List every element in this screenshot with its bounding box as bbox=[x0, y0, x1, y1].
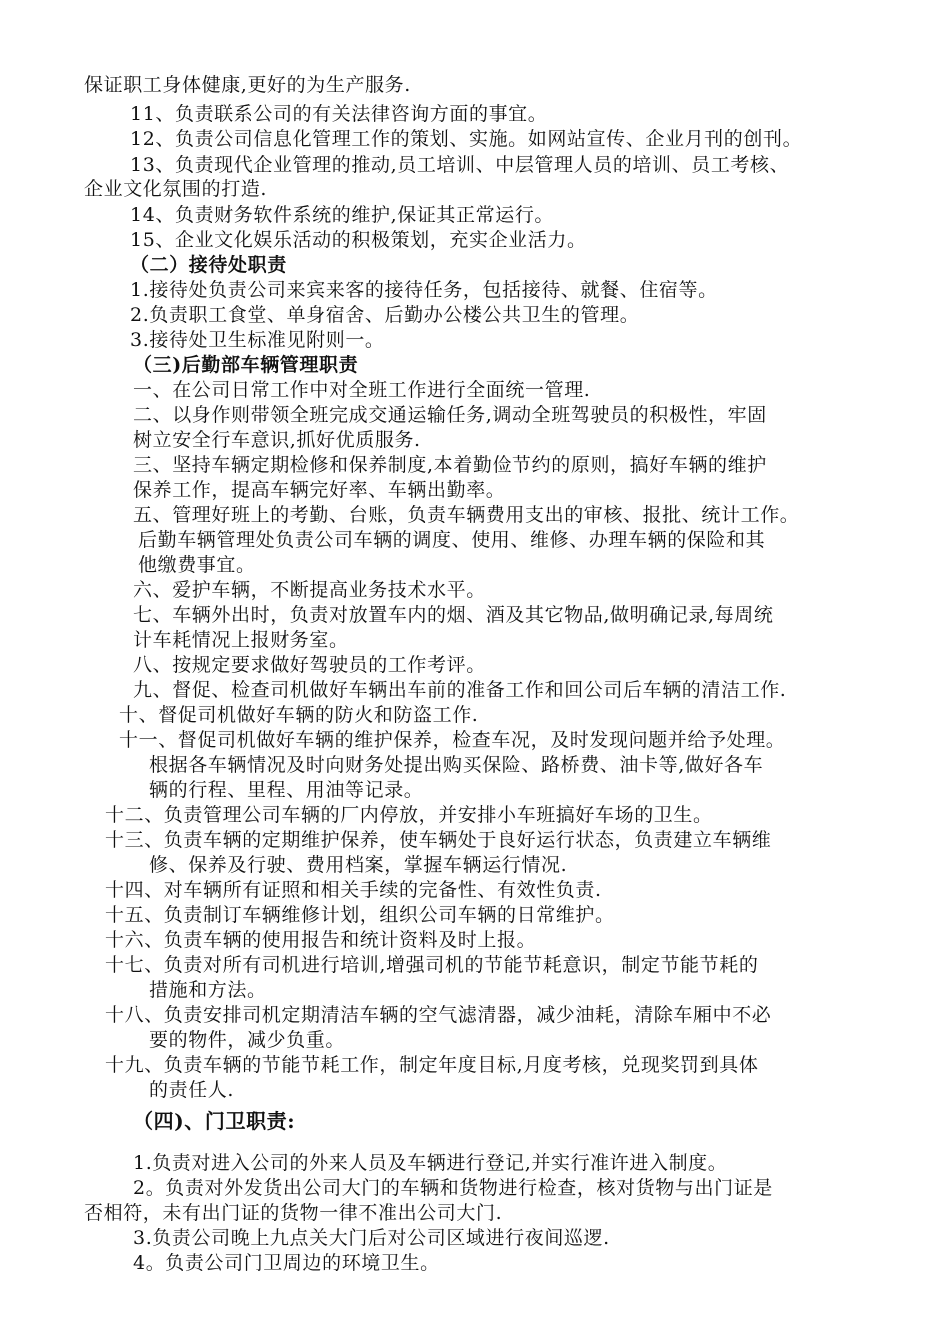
text-line: 六、爱护车辆，不断提高业务技术水平。 bbox=[133, 579, 486, 601]
text-line: 他缴费事宜。 bbox=[138, 554, 256, 576]
text-line: 十四、对车辆所有证照和相关手续的完备性、有效性负责. bbox=[105, 879, 602, 901]
section-heading: （四)、门卫职责: bbox=[133, 1109, 296, 1133]
text-line: 15、企业文化娱乐活动的积极策划，充实企业活力。 bbox=[130, 229, 587, 251]
text-line: 保养工作，提高车辆完好率、车辆出勤率。 bbox=[133, 479, 506, 501]
section-heading: （三)后勤部车辆管理职责 bbox=[133, 354, 359, 376]
text-line: 十、督促司机做好车辆的防火和防盗工作. bbox=[119, 704, 479, 726]
text-line: 保证职工身体健康,更好的为生产服务. bbox=[84, 74, 411, 96]
text-line: 十五、负责制订车辆维修计划，组织公司车辆的日常维护。 bbox=[105, 904, 615, 926]
text-line: 1.负责对进入公司的外来人员及车辆进行登记,并实行准许进入制度。 bbox=[133, 1152, 728, 1174]
text-line: 1.接待处负责公司来宾来客的接待任务，包括接待、就餐、住宿等。 bbox=[130, 279, 718, 301]
text-line: 3.负责公司晚上九点关大门后对公司区域进行夜间巡逻. bbox=[133, 1227, 610, 1249]
text-line: 树立安全行车意识,抓好优质服务. bbox=[133, 429, 421, 451]
text-line: 计车耗情况上报财务室。 bbox=[133, 629, 349, 651]
text-line: 2.负责职工食堂、单身宿舍、后勤办公楼公共卫生的管理。 bbox=[130, 304, 640, 326]
text-line: 十三、负责车辆的定期维护保养，使车辆处于良好运行状态，负责建立车辆维 bbox=[105, 829, 772, 851]
text-line: 七、车辆外出时，负责对放置车内的烟、酒及其它物品,做明确记录,每周统 bbox=[133, 604, 774, 626]
text-line: 三、坚持车辆定期检修和保养制度,本着勤俭节约的原则，搞好车辆的维护 bbox=[133, 454, 767, 476]
text-line: 企业文化氛围的打造. bbox=[84, 178, 268, 200]
text-line: 二、以身作则带领全班完成交通运输任务,调动全班驾驶员的积极性，牢固 bbox=[133, 404, 767, 426]
section-heading: （二）接待处职责 bbox=[130, 254, 287, 276]
text-line: 后勤车辆管理处负责公司车辆的调度、使用、维修、办理车辆的保险和其 bbox=[138, 529, 766, 551]
text-line: 一、在公司日常工作中对全班工作进行全面统一管理. bbox=[133, 379, 591, 401]
text-line: 十一、督促司机做好车辆的维护保养，检查车况，及时发现问题并给予处理。 bbox=[119, 729, 786, 751]
text-line: 措施和方法。 bbox=[149, 979, 267, 1001]
text-line: 修、保养及行驶、费用档案，掌握车辆运行情况. bbox=[149, 854, 568, 876]
text-line: 十二、负责管理公司车辆的厂内停放，并安排小车班搞好车场的卫生。 bbox=[105, 804, 713, 826]
text-line: 十九、负责车辆的节能节耗工作，制定年度目标,月度考核，兑现奖罚到具体 bbox=[105, 1054, 759, 1076]
text-line: 14、负责财务软件系统的维护,保证其正常运行。 bbox=[130, 204, 555, 226]
text-line: 2。负责对外发货出公司大门的车辆和货物进行检查，核对货物与出门证是 bbox=[133, 1177, 773, 1199]
text-line: 否相符，未有出门证的货物一律不准出公司大门. bbox=[84, 1202, 503, 1224]
text-line: 3.接待处卫生标准见附则一。 bbox=[130, 329, 385, 351]
text-line: 九、督促、检查司机做好车辆出车前的准备工作和回公司后车辆的清洁工作. bbox=[133, 679, 787, 701]
text-line: 辆的行程、里程、用油等记录。 bbox=[149, 779, 424, 801]
text-line: 八、按规定要求做好驾驶员的工作考评。 bbox=[133, 654, 486, 676]
text-line: 五、管理好班上的考勤、台账，负责车辆费用支出的审核、报批、统计工作。 bbox=[133, 504, 800, 526]
text-line: 12、负责公司信息化管理工作的策划、实施。如网站宣传、企业月刊的创刊。 bbox=[130, 128, 803, 150]
text-line: 要的物件，减少负重。 bbox=[149, 1029, 346, 1051]
text-line: 4。负责公司门卫周边的环境卫生。 bbox=[133, 1252, 440, 1274]
text-line: 13、负责现代企业管理的推动,员工培训、中层管理人员的培训、员工考核、 bbox=[130, 154, 790, 176]
text-line: 11、负责联系公司的有关法律咨询方面的事宜。 bbox=[130, 103, 548, 125]
text-line: 十八、负责安排司机定期清洁车辆的空气滤清器，减少油耗，清除车厢中不必 bbox=[105, 1004, 772, 1026]
text-line: 的责任人. bbox=[149, 1079, 235, 1101]
text-line: 十六、负责车辆的使用报告和统计资料及时上报。 bbox=[105, 929, 537, 951]
text-line: 根据各车辆情况及时向财务处提出购买保险、路桥费、油卡等,做好各车 bbox=[149, 754, 764, 776]
text-line: 十七、负责对所有司机进行培训,增强司机的节能节耗意识，制定节能节耗的 bbox=[105, 954, 759, 976]
